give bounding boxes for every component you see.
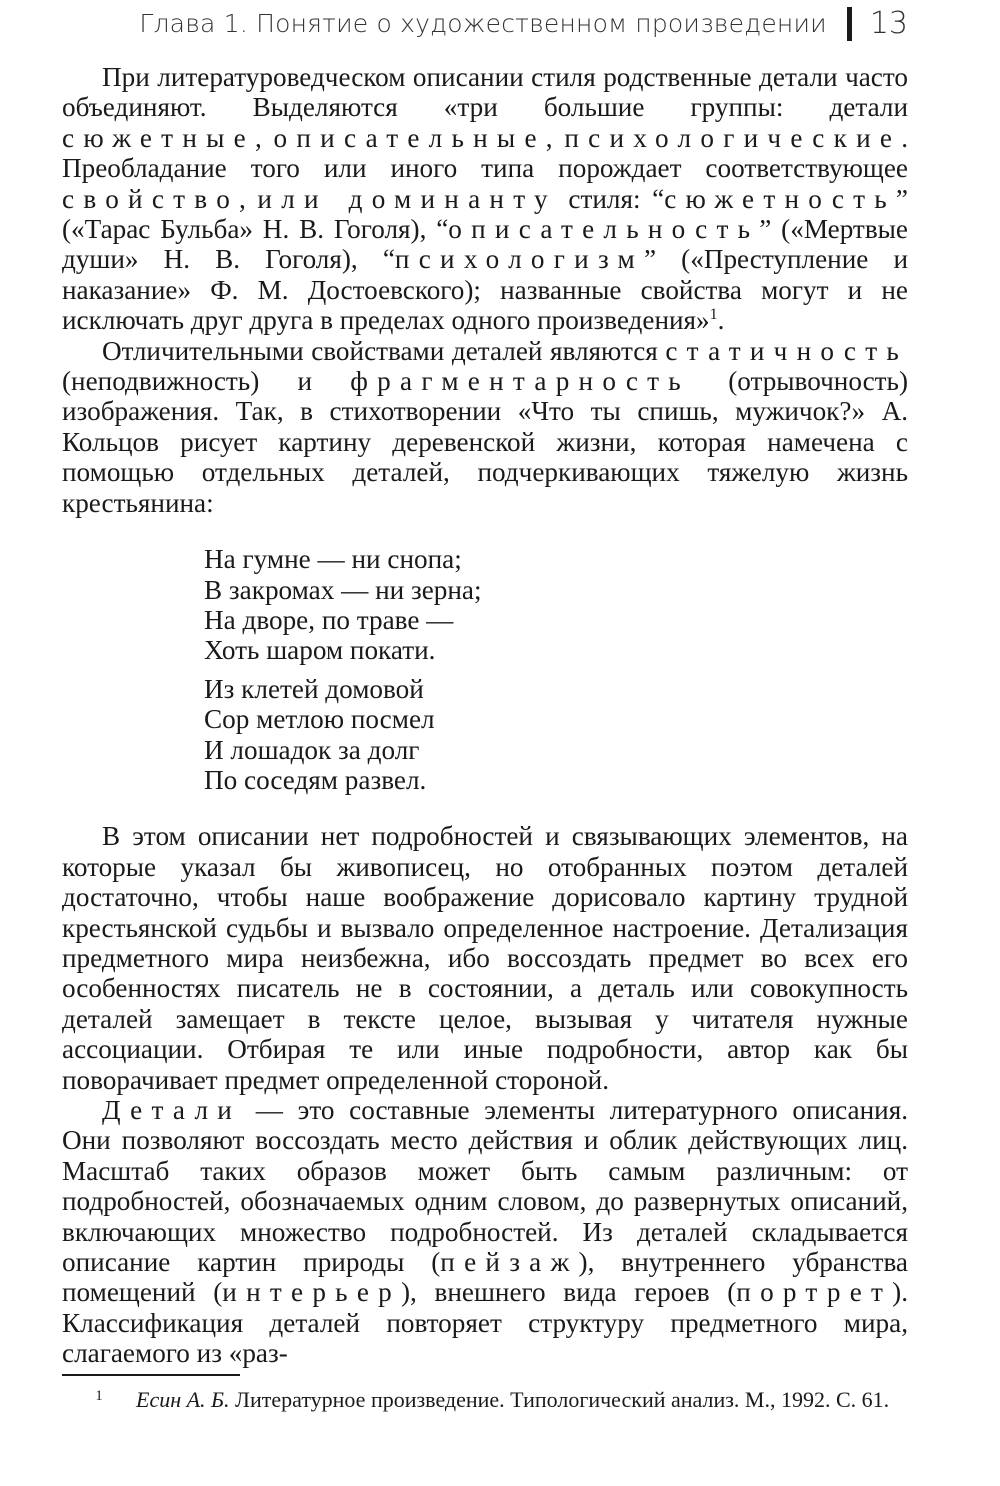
text-run: ), внутреннего убранства помещений ( — [62, 1247, 908, 1308]
text-run: Отличительными свойствами деталей являются — [102, 335, 666, 366]
verse-line: На дворе, по траве — — [204, 604, 454, 635]
text-run: , — [545, 122, 565, 153]
spaced-term: интерьер — [222, 1277, 401, 1308]
spaced-term: пейзаж — [440, 1247, 579, 1278]
running-header — [139, 6, 908, 41]
verse-line: Сор метлою посмел — [204, 704, 435, 735]
text-run: — это составные элементы литературного описания. Они позволяют воссоздать место действия и облик действующих лиц. Масштаб таких образов может быть самым различным: от подробностей, обозначаемых одним словом, до развернутых описаний, включающих множество подробностей. Из деталей складывается описание картин природы ( — [62, 1095, 908, 1278]
paragraph-3: В этом описании нет подробностей и связывающих элементов, на которые указал бы живописец, но отобранных поэтом деталей достаточно, чтобы наше воображение дорисовало картину трудной крестьянской судьбы и вызвало определенное настроение. Детализация предметного мира неизбежна, ибо воссоздать предмет во всех его особенностях писатель не в состоянии, а деталь или совокупность деталей замещает в тексте целое, вызывая у читателя нужные ассоциации. Отбирая те или иные подробности, автор как бы поворачивает предмет определенной стороной. — [62, 821, 908, 1095]
verse-line: Хоть шаром покати. — [204, 635, 436, 666]
paragraph-1 — [62, 62, 908, 336]
text-run: ” («Тарас Бульба» Н. В. Гоголя), “ — [62, 183, 908, 245]
text-run: . — [717, 305, 725, 336]
spaced-term: описательные — [273, 122, 546, 153]
footnote-author: Есин А. Б. — [136, 1387, 230, 1412]
footnote-reference[interactable]: 1 — [709, 306, 718, 324]
stanza — [204, 674, 908, 796]
spaced-term: свойство — [62, 183, 240, 214]
spaced-term: описательность — [448, 214, 760, 245]
chapter-title: Глава 1. Понятие о художественном произведении — [139, 9, 827, 38]
verse-line: И лошадок за долг — [204, 734, 420, 765]
text-run: ), внешнего вида героев ( — [400, 1277, 737, 1308]
spaced-term: психологические — [564, 122, 902, 153]
spaced-term: Детали — [102, 1095, 242, 1125]
verse-line: По соседям развел. — [204, 764, 427, 795]
paragraph-2 — [62, 336, 908, 518]
text-run: (отрывочность) изображения. Так, в стихотворении «Что ты спишь, мужичок?» А. Кольцов рисует картину деревенской жизни, которая намечена с помощью отдельных деталей, подчеркивающих тяжелую жизнь крестьянина: — [62, 366, 908, 518]
page-body — [62, 62, 908, 1369]
verse-line: На гумне — ни снопа; — [204, 544, 462, 575]
text-run: . Преобладание того или иного типа порождает соответствующее — [62, 122, 908, 184]
spaced-term: фрагментарность — [350, 366, 690, 397]
page-number: 13 — [869, 6, 908, 41]
spaced-term: сюжетные — [62, 122, 255, 153]
text-run: , — [239, 183, 258, 214]
header-divider — [847, 7, 852, 41]
stanza — [204, 544, 908, 666]
spaced-term: портрет — [736, 1277, 893, 1308]
spaced-term: сюжетность — [664, 183, 896, 214]
verse-line: Из клетей домовой — [204, 673, 424, 704]
text-run: При литературоведческом описании стиля родственные детали часто объединяют. Выделяются «три большие группы: детали — [62, 62, 908, 123]
footnote-separator — [62, 1374, 240, 1376]
spaced-term: статичность — [665, 335, 908, 366]
text-run: ” («Мертвые души» Н. В. Гоголя), “ — [62, 214, 908, 275]
verse-line: В закромах — ни зерна; — [204, 574, 482, 605]
text-run: , — [254, 122, 274, 153]
footnote — [62, 1386, 908, 1414]
spaced-term: психологизм — [394, 244, 645, 275]
text-run: ). Классификация деталей повторяет структуру предметного мира, слагаемого из «раз- — [62, 1277, 909, 1369]
spaced-term: или доминанту — [257, 183, 557, 214]
text-run: ” («Преступление и наказание» Ф. М. Достоевского); названные свойства могут и не исключать друг друга в пределах одного произведения» — [62, 244, 908, 336]
footnote-text: Литературное произведение. Типологический анализ. М., 1992. С. 61. — [229, 1387, 890, 1412]
text-run: (неподвижность) и — [62, 366, 351, 397]
poem-quote — [204, 544, 908, 795]
text-run: стиля: “ — [556, 183, 665, 214]
paragraph-4 — [62, 1095, 908, 1369]
footnote-number: 1 — [95, 1388, 103, 1404]
